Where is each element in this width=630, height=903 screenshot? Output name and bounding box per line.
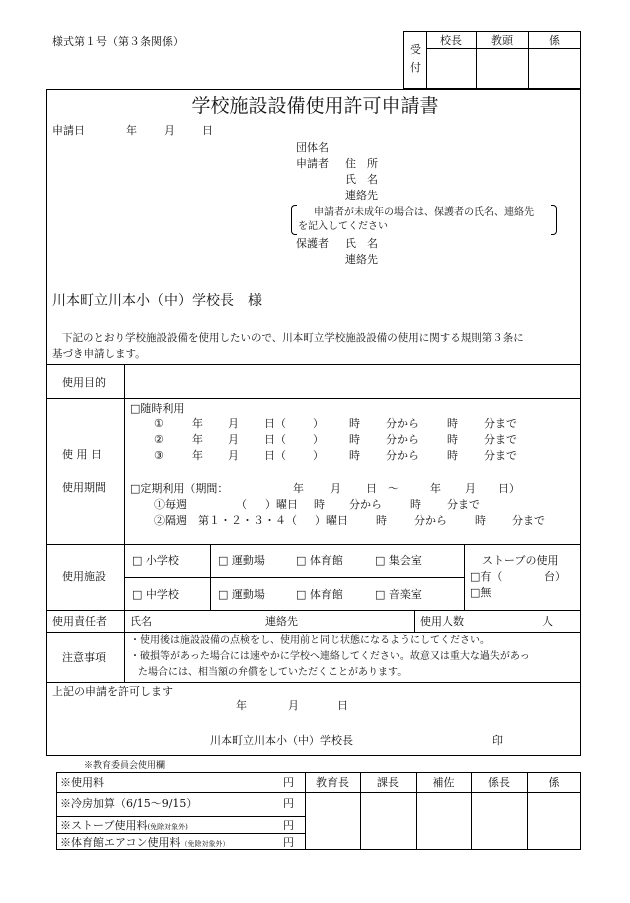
responsible-name-label: 氏名	[130, 615, 152, 628]
bracket-right	[551, 205, 557, 235]
stove-no-checkbox[interactable]: □無	[470, 586, 492, 599]
guardian-contact-label: 連絡先	[345, 253, 378, 266]
board-caption: ※教育委員会使用欄	[84, 761, 166, 771]
guardian-name-label: 氏 名	[345, 237, 378, 250]
name-label: 氏 名	[345, 173, 378, 186]
board-col-subsection-chief: 係長	[488, 776, 510, 789]
junior-high-checkbox[interactable]: □ 中学校	[132, 588, 179, 601]
notes-label: 注意事項	[62, 651, 106, 664]
facility-ground-jh-checkbox[interactable]: □ 運動場	[218, 588, 265, 601]
application-date-label: 申請日	[52, 124, 85, 137]
facilities-label: 使用施設	[62, 570, 106, 583]
facility-gym-jh-checkbox[interactable]: □ 体育館	[296, 588, 343, 601]
receipt-col-staff: 係	[549, 34, 560, 47]
adhoc-checkbox[interactable]: □随時利用	[130, 402, 185, 415]
intro-text: 下記のとおり学校施設設備を使用したいので、川本町立学校施設設備の使用に関する規則第３条に	[62, 332, 524, 344]
elementary-checkbox[interactable]: □ 小学校	[132, 554, 179, 567]
purpose-input[interactable]	[126, 366, 579, 396]
fee-row-stove: ※ストーブ使用料(免除対象外)	[60, 819, 188, 832]
receipt-col-vice-principal: 教頭	[491, 34, 513, 47]
receipt-label: 受	[410, 43, 421, 56]
fee-row-usage: ※使用料	[60, 776, 104, 789]
note-line-3: た場合には、相当額の弁償をしていただくことがあります。	[138, 667, 408, 678]
responsible-contact-label: 連絡先	[265, 615, 298, 628]
facility-gym-checkbox[interactable]: □ 体育館	[296, 554, 343, 567]
permit-text: 上記の申請を許可します	[52, 685, 173, 698]
stove-yes-checkbox[interactable]: □有（	[470, 570, 503, 583]
group-name-label: 団体名	[296, 141, 329, 154]
minor-note: 申請者が未成年の場合は、保護者の氏名、連絡先	[314, 207, 534, 218]
usage-period-label: 使用期間	[62, 481, 106, 494]
fee-row-gym-aircon: ※体育館エアコン使用料（免除対象外）	[60, 836, 230, 849]
addressee: 川本町立川本小（中）学校長 様	[52, 293, 262, 309]
receipt-col-principal: 校長	[440, 34, 462, 47]
purpose-label: 使用目的	[62, 376, 106, 389]
note-line-2: ・破損等があった場合には速やかに学校へ連絡してください。故意又は重大な過失があっ	[130, 651, 530, 662]
facility-ground-checkbox[interactable]: □ 運動場	[218, 554, 265, 567]
seal-mark: 印	[492, 734, 503, 747]
board-col-section-chief: 課長	[377, 776, 399, 789]
usage-date-label: 使 用 日	[62, 448, 102, 461]
facility-assembly-room-checkbox[interactable]: □ 集会室	[375, 554, 422, 567]
board-col-assistant: 補佐	[432, 776, 455, 789]
weekly-option: ①毎週	[154, 498, 187, 511]
permit-issuer: 川本町立川本小（中）学校長	[210, 734, 353, 747]
address-label: 住 所	[345, 157, 378, 170]
form-title: 学校施設設備使用許可申請書	[191, 95, 439, 117]
guardian-label: 保護者	[296, 237, 329, 250]
fee-row-cooling: ※冷房加算（6/15～9/15）	[60, 797, 198, 810]
responsible-label: 使用責任者	[52, 615, 107, 628]
facility-music-room-checkbox[interactable]: □ 音楽室	[375, 588, 422, 601]
regular-checkbox[interactable]: □定期利用（期間：	[130, 482, 229, 495]
note-line-1: ・使用後は施設設備の点検をし、使用前と同じ状態になるようにしてください。	[130, 635, 490, 646]
biweekly-option: ②隔週 第１・２・３・４（	[154, 514, 297, 527]
board-col-staff: 係	[548, 776, 560, 789]
contact-label: 連絡先	[345, 189, 378, 202]
applicant-label: 申請者	[296, 157, 329, 170]
form-number: 様式第１号（第３条関係）	[52, 35, 184, 48]
stove-usage-title: ストーブの使用	[482, 554, 559, 567]
attendee-count-label: 使用人数	[420, 615, 464, 628]
board-col-superintendent: 教育長	[316, 776, 349, 789]
bracket-left	[291, 205, 297, 235]
